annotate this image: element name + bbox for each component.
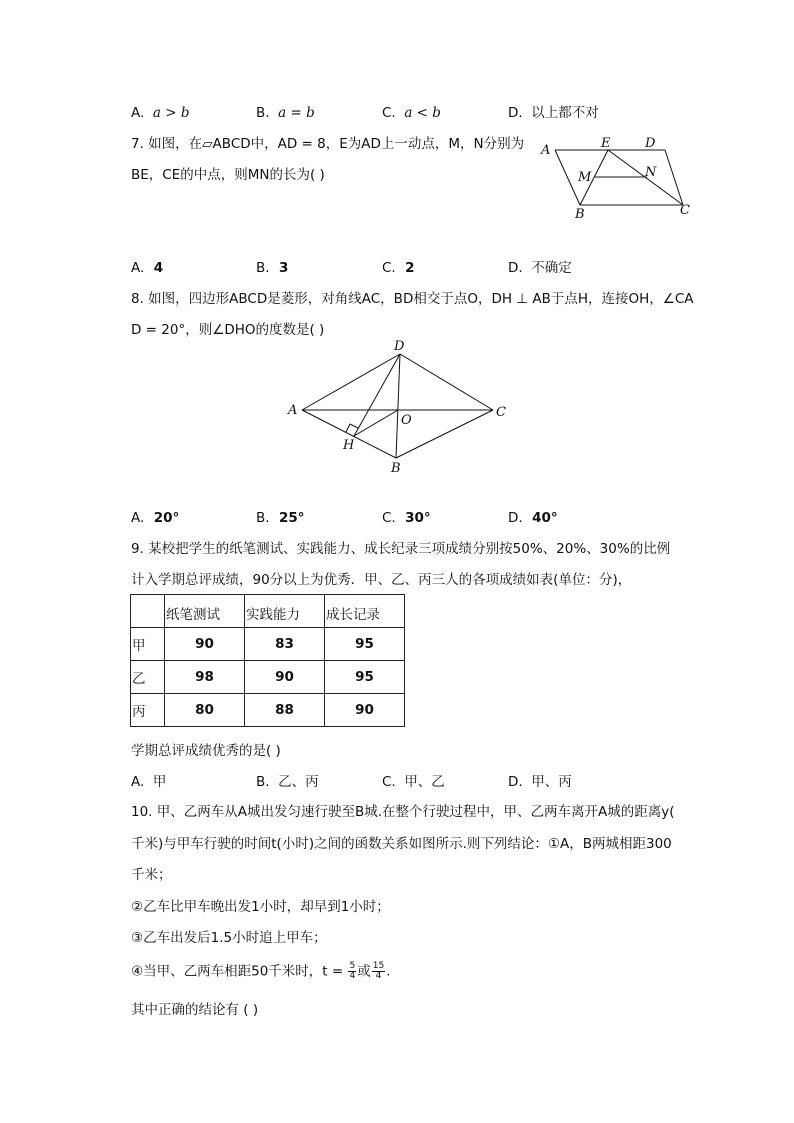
table-cell: 丙 bbox=[131, 694, 165, 727]
q6-option-b: B. a = b bbox=[256, 105, 315, 121]
table-cell: 98 bbox=[165, 661, 245, 694]
q8-label-h: H bbox=[343, 438, 355, 453]
q7-label-n: N bbox=[645, 165, 657, 180]
table-cell: 90 bbox=[325, 694, 405, 727]
q9-option-d: D. 甲、丙 bbox=[508, 774, 572, 790]
q7-label-d: D bbox=[645, 136, 656, 151]
table-header-cell: 实践能力 bbox=[245, 595, 325, 628]
fraction-5-4: $\frac{5}{4}$ bbox=[349, 961, 356, 981]
q8-rhombus-figure bbox=[280, 340, 520, 480]
q8-option-a: A. 20° bbox=[131, 510, 180, 526]
q10-period: . bbox=[386, 963, 391, 980]
q9-option-b: B. 乙、丙 bbox=[256, 774, 319, 790]
q10-stem-line2: 千米)与甲车行驶的时间t(小时)之间的函数关系如图所示.则下列结论：①A，B两城相距300 bbox=[131, 836, 672, 852]
table-cell: 80 bbox=[165, 694, 245, 727]
table-row bbox=[131, 628, 405, 661]
q7-stem-line2: BE，CE的中点，则MN的长为( ) bbox=[131, 167, 325, 183]
q8-label-c: C bbox=[496, 405, 506, 420]
q10-statement-4-text: ④当甲、乙两车相距50千米时，t = bbox=[131, 963, 344, 980]
q10-stem-line1: 10. 甲、乙两车从A城出发匀速行驶至B城.在整个行驶过程中，甲、乙两车离开A城的距离y( bbox=[131, 804, 675, 820]
q7-option-d: D. 不确定 bbox=[508, 260, 572, 276]
q7-option-c: C. 2 bbox=[382, 260, 415, 276]
table-cell: 乙 bbox=[131, 661, 165, 694]
table-cell: 88 bbox=[245, 694, 325, 727]
table-cell: 90 bbox=[245, 661, 325, 694]
table-cell: 83 bbox=[245, 628, 325, 661]
q7-stem-line1: 7. 如图，在▱ABCD中，AD = 8，E为AD上一动点，M，N分别为 bbox=[131, 136, 525, 152]
q10-statement-2: ②乙车比甲车晚出发1小时，却早到1小时； bbox=[131, 899, 390, 915]
q10-or: 或 bbox=[357, 963, 371, 980]
q10-question: 其中正确的结论有 ( ) bbox=[131, 1002, 259, 1018]
table-cell: 95 bbox=[325, 661, 405, 694]
table-header-cell: 纸笔测试 bbox=[165, 595, 245, 628]
q7-label-c: C bbox=[680, 203, 690, 218]
table-header-row bbox=[131, 595, 405, 628]
q10-statement-4 bbox=[131, 962, 390, 981]
q8-stem-line2: D = 20°，则∠DHO的度数是( ) bbox=[131, 322, 325, 338]
q9-stem-line1: 9. 某校把学生的纸笔测试、实践能力、成长纪录三项成绩分别按50%、20%、30%的比例 bbox=[131, 541, 671, 557]
q6-option-c: C. a < b bbox=[382, 105, 441, 121]
q8-stem-line1: 8. 如图，四边形ABCD是菱形，对角线AC，BD相交于点O，DH ⊥ AB于点H，连接OH，∠CA bbox=[131, 291, 694, 307]
fraction-15-4: $\frac{15}{4}$ bbox=[372, 961, 385, 981]
q8-option-b: B. 25° bbox=[256, 510, 305, 526]
q7-option-a: A. 4 bbox=[131, 260, 164, 276]
q10-statement-3: ③乙车出发后1.5小时追上甲车； bbox=[131, 930, 327, 946]
q7-label-e: E bbox=[601, 136, 611, 151]
q7-label-a: A bbox=[541, 143, 551, 158]
q9-score-table bbox=[130, 594, 405, 727]
q8-label-a: A bbox=[288, 403, 298, 418]
q7-label-b: B bbox=[575, 207, 585, 222]
table-cell: 95 bbox=[325, 628, 405, 661]
table-row bbox=[131, 661, 405, 694]
q6-option-a: A. a > b bbox=[131, 105, 190, 121]
q9-option-a: A. 甲 bbox=[131, 774, 167, 790]
table-cell: 90 bbox=[165, 628, 245, 661]
q6-option-d: D. 以上都不对 bbox=[508, 105, 599, 121]
q8-label-b: B bbox=[391, 461, 401, 476]
q7-option-b: B. 3 bbox=[256, 260, 289, 276]
table-cell: 甲 bbox=[131, 628, 165, 661]
table-header-cell bbox=[131, 595, 165, 628]
q7-label-m: M bbox=[578, 170, 592, 185]
q10-stem-line3: 千米； bbox=[131, 867, 172, 883]
q9-option-c: C. 甲、乙 bbox=[382, 774, 445, 790]
table-header-cell: 成长记录 bbox=[325, 595, 405, 628]
q7-parallelogram-figure bbox=[535, 132, 695, 222]
q8-label-d: D bbox=[394, 340, 405, 354]
q9-after-table: 学期总评成绩优秀的是( ) bbox=[131, 743, 281, 759]
q9-stem-line2: 计入学期总评成绩，90分以上为优秀．甲、乙、丙三人的各项成绩如表(单位：分)， bbox=[131, 572, 632, 588]
table-row bbox=[131, 694, 405, 727]
q8-label-o: O bbox=[401, 413, 412, 428]
q8-option-c: C. 30° bbox=[382, 510, 431, 526]
q8-option-d: D. 40° bbox=[508, 510, 558, 526]
